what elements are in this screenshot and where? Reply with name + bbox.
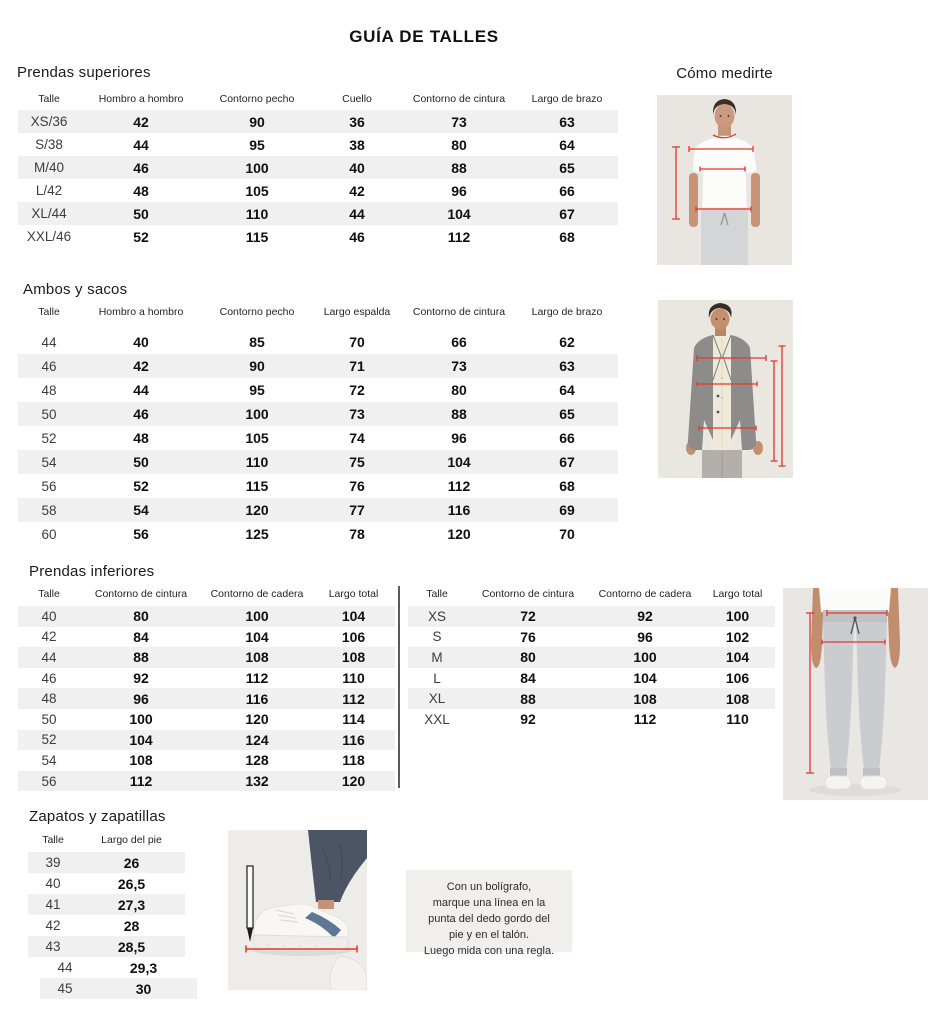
table-row: [408, 668, 775, 689]
size-cell: 40: [41, 608, 57, 624]
table-row: [28, 873, 185, 894]
section-heading-superiores: Prendas superiores: [17, 64, 151, 81]
measure-cell: 26,5: [117, 875, 146, 892]
measure-cell: 75: [349, 454, 365, 470]
size-cell: 48: [41, 382, 57, 398]
measure-cell: 120: [245, 502, 269, 518]
size-cell: 44: [41, 649, 57, 665]
size-cell: S/38: [35, 137, 63, 152]
measure-cell: 88: [520, 690, 536, 707]
measure-cell: 63: [559, 113, 575, 130]
table-row: [18, 402, 618, 426]
measure-cell: 28: [123, 917, 140, 934]
table-row: [18, 627, 395, 648]
section-heading-zapatos: Zapatos y zapatillas: [29, 808, 166, 825]
measure-cell: 38: [349, 136, 365, 153]
measure-cell: 95: [249, 136, 265, 153]
measure-cell: 110: [726, 711, 749, 728]
measure-cell: 90: [249, 113, 265, 130]
measuring-note: [406, 870, 572, 957]
column-header: Hombro a hombro: [98, 306, 184, 318]
size-cell: 42: [41, 629, 57, 645]
measure-cell: 76: [349, 478, 365, 494]
size-cell: 56: [41, 773, 57, 789]
table-row: [408, 688, 775, 709]
measure-cell: 104: [447, 454, 471, 470]
size-cell: 40: [45, 876, 61, 891]
column-header: Largo espalda: [323, 306, 391, 318]
column-header: Largo de brazo: [531, 306, 603, 318]
measure-cell: 102: [725, 628, 750, 645]
measure-cell: 64: [559, 382, 575, 398]
pants-measure-photo: [783, 588, 928, 800]
column-header: Contorno de cadera: [210, 588, 304, 600]
measure-cell: 70: [559, 526, 575, 542]
shoe-measure-photo: [228, 830, 367, 990]
column-header: Contorno de cintura: [481, 588, 575, 600]
size-cell: 54: [41, 752, 57, 768]
column-header: Contorno pecho: [219, 93, 295, 105]
table-row: [18, 498, 618, 522]
measure-cell: 132: [245, 773, 269, 790]
table-row: [40, 978, 197, 999]
table-row: [18, 709, 395, 730]
measure-cell: 71: [349, 358, 365, 374]
size-cell: 54: [41, 454, 57, 470]
measure-cell: 80: [520, 649, 536, 666]
measure-cell: 108: [633, 690, 657, 707]
note-line: marque una línea en la: [432, 897, 546, 909]
table-row: [18, 647, 395, 668]
measure-cell: 63: [559, 358, 575, 374]
measure-cell: 72: [349, 382, 365, 398]
column-header: Hombro a hombro: [98, 93, 184, 105]
size-cell: 50: [41, 711, 57, 727]
size-cell: 43: [45, 939, 61, 954]
measure-cell: 84: [133, 628, 149, 645]
measure-cell: 54: [133, 502, 149, 518]
measure-cell: 110: [245, 205, 269, 222]
table-row: [28, 894, 185, 915]
measure-cell: 85: [249, 334, 265, 350]
table-row: [408, 606, 775, 627]
table-row: [18, 450, 618, 474]
column-header: Contorno de cadera: [598, 588, 692, 600]
measure-cell: 96: [451, 430, 467, 446]
table-row: [408, 647, 775, 668]
measure-cell: 50: [133, 454, 149, 470]
measure-cell: 42: [349, 182, 365, 199]
measure-cell: 76: [520, 628, 536, 645]
measure-cell: 112: [342, 690, 365, 707]
header-row: [408, 585, 775, 606]
measure-cell: 66: [451, 334, 467, 350]
measure-cell: 29,3: [129, 959, 158, 976]
table-divider: [398, 586, 400, 788]
measure-cell: 56: [133, 526, 149, 542]
size-cell: 58: [41, 502, 57, 518]
measure-cell: 110: [342, 670, 365, 687]
measure-cell: 118: [342, 752, 365, 769]
size-cell: 52: [41, 732, 57, 748]
table-row: [18, 474, 618, 498]
measure-cell: 48: [133, 182, 149, 199]
table-row: [18, 202, 618, 225]
measure-cell: 104: [341, 608, 366, 625]
table-row: [18, 354, 618, 378]
column-header: Contorno pecho: [219, 306, 295, 318]
table-row: [18, 668, 395, 689]
column-header: Talle: [38, 588, 60, 600]
measure-cell: 100: [245, 406, 269, 422]
measure-cell: 106: [725, 670, 750, 687]
size-cell: XS: [427, 608, 446, 624]
table-row: [18, 156, 618, 179]
measure-cell: 120: [341, 773, 366, 790]
measure-cell: 120: [245, 711, 269, 728]
measure-cell: 66: [559, 182, 575, 199]
measure-cell: 65: [559, 159, 575, 176]
table-row: [18, 133, 618, 156]
column-header: Largo de brazo: [531, 93, 603, 105]
column-header: Largo total: [328, 588, 379, 600]
column-header: Contorno de cintura: [94, 588, 188, 600]
measure-cell: 52: [133, 228, 149, 245]
measure-cell: 67: [559, 454, 575, 470]
measure-cell: 108: [129, 752, 153, 769]
column-header: Contorno de cintura: [412, 93, 506, 105]
table-row: [408, 627, 775, 648]
measure-cell: 80: [133, 608, 149, 625]
size-cell: M: [431, 649, 443, 665]
measure-cell: 108: [245, 649, 269, 666]
note-line: pie y en el talón.: [448, 929, 530, 941]
measure-cell: 67: [559, 205, 575, 222]
size-cell: 41: [45, 897, 61, 912]
measure-cell: 42: [133, 113, 149, 130]
section-heading-como-medirte: Cómo medirte: [676, 65, 773, 82]
measure-cell: 112: [129, 773, 153, 790]
section-heading-inferiores: Prendas inferiores: [29, 563, 155, 580]
measure-cell: 64: [559, 136, 575, 153]
size-cell: XL/44: [31, 206, 67, 221]
table-row: [18, 771, 395, 792]
measure-cell: 105: [245, 430, 269, 446]
measure-cell: 46: [133, 159, 149, 176]
measure-cell: 100: [129, 711, 153, 728]
column-header: Talle: [38, 306, 60, 318]
size-table-inferiores-right: [408, 585, 775, 730]
measure-cell: 95: [249, 382, 265, 398]
measure-cell: 44: [349, 205, 365, 222]
measure-cell: 128: [245, 752, 269, 769]
measure-cell: 70: [349, 334, 365, 350]
blazer-measure-photo: [658, 300, 793, 478]
measure-cell: 104: [725, 649, 750, 666]
size-cell: M/40: [33, 160, 64, 175]
table-row: [18, 730, 395, 751]
measure-cell: 72: [520, 608, 536, 625]
measure-cell: 108: [725, 690, 750, 707]
table-row: [28, 915, 185, 936]
measure-cell: 90: [249, 358, 265, 374]
table-row: [28, 936, 185, 957]
measure-cell: 46: [133, 406, 149, 422]
measure-cell: 92: [133, 670, 149, 687]
table-row: [18, 110, 618, 133]
table-row: [28, 852, 185, 873]
measure-cell: 114: [342, 711, 365, 728]
measure-cell: 68: [559, 228, 575, 245]
measure-cell: 80: [451, 382, 467, 398]
column-header: Talle: [426, 588, 448, 600]
size-cell: S: [432, 629, 442, 645]
measure-cell: 36: [349, 113, 365, 130]
size-cell: 46: [41, 670, 57, 686]
measure-cell: 73: [451, 358, 467, 374]
header-row: [18, 90, 618, 110]
measure-cell: 92: [520, 711, 536, 728]
measure-cell: 112: [245, 670, 269, 687]
measure-cell: 44: [133, 136, 149, 153]
measure-cell: 48: [133, 430, 149, 446]
table-row: [40, 957, 197, 978]
measure-cell: 108: [341, 649, 366, 666]
size-cell: 48: [41, 691, 57, 707]
measure-cell: 124: [245, 731, 269, 748]
measure-cell: 120: [447, 526, 471, 542]
measure-cell: 100: [725, 608, 750, 625]
column-header: Largo del pie: [101, 834, 162, 846]
table-row: [18, 606, 395, 627]
measure-cell: 69: [559, 502, 575, 518]
table-row: [408, 709, 775, 730]
measure-cell: 116: [342, 731, 365, 748]
column-header: Talle: [42, 834, 64, 846]
size-cell: L: [433, 670, 441, 686]
table-row: [18, 225, 618, 248]
size-cell: 60: [41, 526, 57, 542]
column-header: Cuello: [342, 93, 372, 105]
size-table-inferiores-left: [18, 585, 395, 791]
measure-cell: 27,3: [117, 896, 146, 913]
column-header: Contorno de cintura: [412, 306, 506, 318]
measure-cell: 42: [133, 358, 149, 374]
size-cell: 45: [57, 981, 73, 996]
header-row: [28, 831, 185, 852]
size-cell: XL: [428, 691, 446, 707]
table-row: [18, 522, 618, 546]
size-table-zapatos: [28, 831, 185, 999]
measure-cell: 104: [129, 731, 153, 748]
measure-cell: 96: [637, 628, 653, 645]
measure-cell: 104: [245, 628, 269, 645]
measure-cell: 116: [245, 690, 269, 707]
size-cell: 46: [41, 358, 57, 374]
measure-cell: 110: [245, 454, 269, 470]
size-cell: 44: [41, 334, 57, 350]
measure-cell: 50: [133, 205, 149, 222]
size-cell: XXL/46: [26, 229, 72, 244]
measure-cell: 116: [447, 502, 471, 518]
size-cell: XS/36: [30, 114, 68, 129]
measure-cell: 62: [559, 334, 575, 350]
size-cell: L/42: [35, 183, 63, 198]
size-cell: 39: [45, 855, 61, 870]
table-row: [18, 688, 395, 709]
measure-cell: 112: [633, 711, 657, 728]
size-table-ambos: [18, 303, 618, 546]
measure-cell: 73: [349, 406, 365, 422]
measure-cell: 77: [349, 502, 365, 518]
table-row: [18, 426, 618, 450]
size-cell: 44: [57, 960, 73, 975]
measure-cell: 73: [451, 113, 467, 130]
measure-cell: 104: [633, 670, 657, 687]
header-row: [18, 303, 618, 330]
measure-cell: 115: [245, 478, 269, 494]
measure-cell: 96: [451, 182, 467, 199]
table-row: [18, 750, 395, 771]
measure-cell: 100: [633, 649, 657, 666]
measure-cell: 44: [133, 382, 149, 398]
note-line: Luego mida con una regla.: [423, 945, 555, 957]
measure-cell: 84: [520, 670, 536, 687]
section-heading-ambos: Ambos y sacos: [23, 281, 128, 298]
measure-cell: 80: [451, 136, 467, 153]
measure-cell: 100: [245, 159, 269, 176]
measure-cell: 88: [451, 159, 467, 176]
measure-cell: 88: [133, 649, 149, 666]
size-table-superiores: [18, 90, 618, 248]
measure-cell: 66: [559, 430, 575, 446]
note-line: Con un bolígrafo,: [446, 881, 532, 893]
size-cell: 50: [41, 406, 57, 422]
size-cell: 56: [41, 478, 57, 494]
measure-cell: 106: [341, 628, 366, 645]
note-line: punta del dedo gordo del: [428, 913, 550, 925]
measure-cell: 65: [559, 406, 575, 422]
measure-cell: 112: [447, 228, 471, 245]
measure-cell: 100: [245, 608, 269, 625]
measure-cell: 115: [245, 228, 269, 245]
measure-cell: 96: [133, 690, 149, 707]
measure-cell: 112: [447, 478, 471, 494]
table-row: [18, 179, 618, 202]
measure-cell: 78: [349, 526, 365, 542]
measure-cell: 30: [135, 980, 152, 997]
measure-cell: 28,5: [117, 938, 146, 955]
measure-cell: 26: [123, 854, 140, 871]
column-header: Largo total: [712, 588, 763, 600]
measure-cell: 52: [133, 478, 149, 494]
size-cell: 42: [45, 918, 61, 933]
measure-cell: 125: [245, 526, 269, 542]
measure-cell: 92: [637, 608, 653, 625]
measure-cell: 104: [447, 205, 471, 222]
size-cell: 52: [41, 430, 57, 446]
measure-cell: 74: [349, 430, 365, 446]
measure-cell: 40: [349, 159, 365, 176]
measure-cell: 105: [245, 182, 269, 199]
table-row: [18, 330, 618, 354]
size-cell: XXL: [424, 711, 450, 727]
header-row: [18, 585, 395, 606]
pencil-icon: [247, 866, 253, 942]
measure-cell: 88: [451, 406, 467, 422]
measure-cell: 46: [349, 228, 365, 245]
measure-cell: 68: [559, 478, 575, 494]
column-header: Talle: [38, 93, 60, 105]
table-row: [18, 378, 618, 402]
measure-cell: 40: [133, 334, 149, 350]
tshirt-measure-photo: [657, 95, 792, 265]
page-title: GUÍA DE TALLES: [349, 27, 499, 46]
